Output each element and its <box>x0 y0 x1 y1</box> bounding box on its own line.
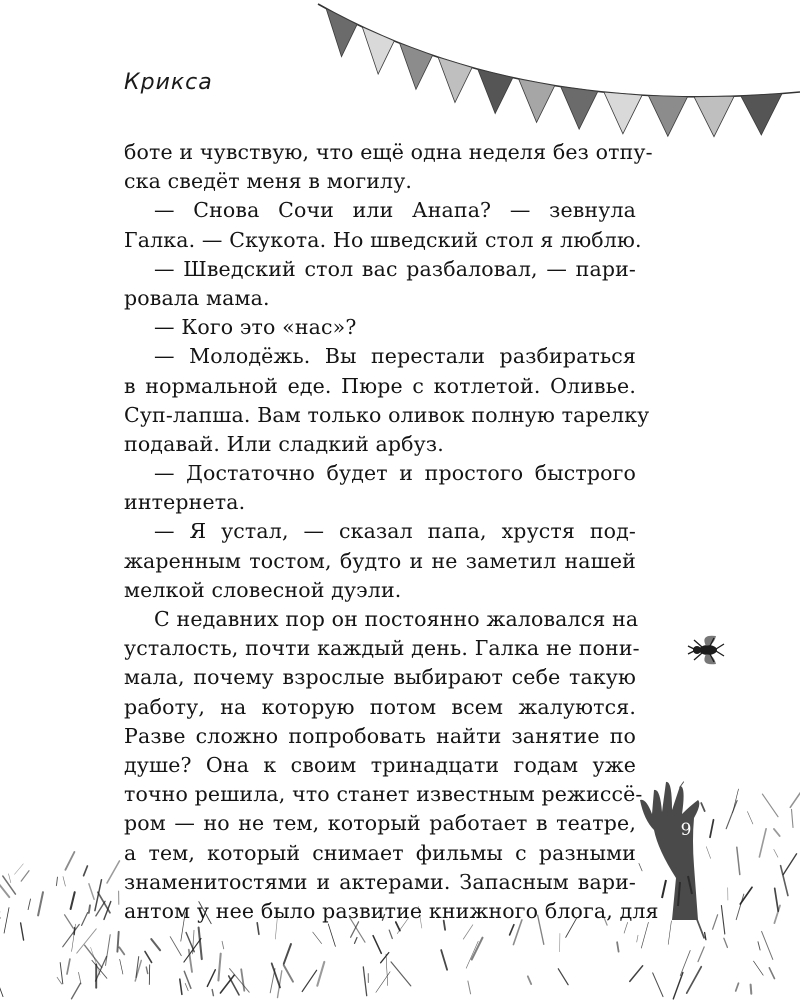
grass-stroke <box>381 953 389 963</box>
bunting-flag <box>326 9 357 57</box>
grass-stroke <box>79 972 82 984</box>
text-line: подавай. Или сладкий арбуз. <box>124 431 444 456</box>
grass-stroke <box>510 925 514 935</box>
grass-stroke <box>513 920 522 945</box>
text-line: — Кого это «нас»? <box>154 315 357 340</box>
grass-stroke <box>222 941 224 949</box>
grass-stroke <box>120 959 123 974</box>
grass-stroke <box>218 954 220 981</box>
grass-stroke <box>397 918 409 934</box>
grass-stroke <box>528 976 531 984</box>
grass-stroke <box>705 933 706 940</box>
grass-stroke <box>463 925 473 939</box>
grass-stroke <box>373 936 381 954</box>
text-line: Галка. — Скукота. Но шведский стол я люблю. <box>124 227 642 252</box>
grass-stroke <box>441 950 447 970</box>
fly-icon <box>686 632 726 668</box>
grass-stroke <box>762 794 778 817</box>
bunting-flag <box>694 96 734 136</box>
running-title: Крикса <box>124 70 213 95</box>
grass-stroke <box>396 922 400 931</box>
grass-stroke <box>38 892 43 915</box>
grass-stroke <box>92 960 107 978</box>
grass-stroke <box>89 884 94 900</box>
grass-stroke <box>21 923 24 940</box>
grass-stroke <box>566 917 577 937</box>
grass-stroke <box>220 975 234 993</box>
grass-stroke <box>653 973 663 997</box>
text-line: интернета. <box>124 490 246 515</box>
grass-stroke <box>468 981 471 994</box>
grass-stroke <box>363 967 366 996</box>
grass-stroke <box>65 915 74 928</box>
grass-stroke <box>284 944 291 964</box>
grass-stroke <box>84 866 88 876</box>
text-line: антом у нее было развитие книжного блога, для <box>124 898 659 923</box>
grass-stroke <box>0 878 9 897</box>
text-line: Разве сложно попробовать найти занятие по <box>124 723 636 748</box>
grass-stroke <box>472 938 483 960</box>
grass-stroke <box>687 967 702 993</box>
grass-stroke <box>736 983 739 991</box>
grass-stroke <box>82 913 88 926</box>
grass-stroke <box>792 809 794 827</box>
grass-stroke <box>783 854 796 875</box>
grass-stroke <box>184 971 191 988</box>
grass-stroke <box>673 973 683 999</box>
grass-stroke <box>0 976 3 997</box>
grass-stroke <box>418 906 422 928</box>
grass-stroke <box>180 979 182 994</box>
text-line: усталость, почти каждый день. Галка не пони- <box>124 636 640 661</box>
text-line: ровала мама. <box>124 285 270 310</box>
grass-stroke <box>317 962 324 986</box>
grass-stroke <box>698 947 704 962</box>
grass-stroke <box>77 929 97 953</box>
grass-stroke <box>617 942 619 951</box>
grass-stroke <box>382 915 384 921</box>
grass-stroke <box>680 951 690 976</box>
grass-stroke <box>696 917 704 938</box>
grass-stroke <box>15 864 24 875</box>
grass-stroke <box>185 983 188 990</box>
grass-stroke <box>313 932 322 944</box>
bunting-flag <box>519 79 555 123</box>
grass-stroke <box>668 921 671 945</box>
text-line: в нормальной еде. Пюре с котлетой. Оливье. <box>124 373 636 398</box>
grass-stroke <box>758 942 760 950</box>
grass-stroke <box>774 829 780 836</box>
bunting-flag <box>561 87 598 130</box>
grass-stroke <box>145 952 152 963</box>
grass-stroke <box>355 938 358 944</box>
grass-stroke <box>107 861 120 883</box>
text-line: мелкой словесной дуэли. <box>124 577 402 602</box>
bunting-flag <box>741 94 782 135</box>
bunting-flag <box>604 92 642 134</box>
text-line: жаренным тостом, будто и не заметил нашей <box>124 548 636 573</box>
grass-stroke <box>181 913 185 942</box>
grass-stroke <box>386 954 388 986</box>
grass-stroke <box>775 888 779 911</box>
text-line: работу, на которую потом всем жалуются. <box>124 694 636 719</box>
grass-stroke <box>67 959 70 974</box>
bunting-flag <box>400 43 433 89</box>
grass-stroke <box>762 931 773 959</box>
grass-stroke <box>63 924 80 946</box>
grass-stroke <box>604 916 608 925</box>
grass-stroke <box>71 892 75 909</box>
grass-stroke <box>376 972 390 993</box>
grass-stroke <box>391 962 411 986</box>
grass-stroke <box>207 970 215 987</box>
grass-stroke <box>63 877 65 887</box>
text-line: С недавних пор он постоянно жаловался на <box>154 607 639 631</box>
grass-stroke <box>65 852 74 870</box>
bunting-flag <box>362 27 394 74</box>
grass-stroke <box>146 967 147 973</box>
grass-stroke <box>751 985 752 994</box>
text-line: — Снова Сочи или Анапа? — зевнула <box>154 198 636 223</box>
grass-stroke <box>444 921 445 930</box>
grass-stroke <box>328 924 335 946</box>
text-line: — Молодёжь. Вы перестали разбираться <box>154 344 636 369</box>
text-line: знаменитостями и актерами. Запасным вари- <box>124 869 636 894</box>
grass-stroke <box>272 963 280 987</box>
grass-stroke <box>759 829 766 857</box>
grass-stroke <box>302 970 316 991</box>
text-line: а тем, который снимает фильмы с разными <box>124 840 636 865</box>
grass-stroke <box>119 947 124 954</box>
grass-stroke <box>630 966 643 982</box>
text-line: ром — но не тем, который работает в театре, <box>124 811 636 836</box>
grass-stroke <box>212 990 213 996</box>
text-line: — Достаточно будет и простого быстрого <box>154 461 636 486</box>
grass-stroke <box>117 932 118 952</box>
grass-stroke <box>724 938 728 947</box>
text-line: — Шведский стол вас разбаловал, — пари- <box>154 256 636 281</box>
text-line: точно решила, что станет известным режиссё- <box>124 782 643 807</box>
grass-stroke <box>230 969 250 993</box>
grass-stroke <box>199 902 211 924</box>
text-line: боте и чувствую, что ещё одна неделя без отпу- <box>124 140 653 164</box>
grass-stroke <box>4 908 9 934</box>
grass-stroke <box>790 793 800 808</box>
grass-stroke <box>151 939 160 950</box>
grass-stroke <box>72 983 81 999</box>
bunting-flags-decoration <box>0 0 800 140</box>
grass-stroke <box>350 917 366 942</box>
zombie-hand-icon <box>636 770 756 920</box>
grass-stroke <box>641 922 648 948</box>
grass-stroke <box>199 928 202 960</box>
grass-stroke <box>170 937 181 956</box>
grass-stroke <box>60 963 63 984</box>
text-line: Суп-лапша. Вам только оливок полную тарелку <box>124 402 650 427</box>
text-line: ска сведёт меня в могилу. <box>124 169 413 194</box>
text-line: — Я устал, — сказал папа, хрустя под- <box>154 519 636 544</box>
grass-stroke <box>89 905 90 913</box>
grass-stroke <box>538 915 544 944</box>
grass-stroke <box>56 877 57 885</box>
grass-stroke <box>85 945 102 967</box>
grass-stroke <box>754 961 764 975</box>
text-line: мала, почему взрослые выбирают себе такую <box>124 665 636 690</box>
text-line: душе? Она к своим тринадцати годам уже <box>124 752 636 777</box>
grass-stroke <box>637 935 638 942</box>
grass-stroke <box>9 874 11 883</box>
grass-stroke <box>106 935 111 966</box>
page-number: 9 <box>680 820 692 840</box>
grass-stroke <box>257 923 259 935</box>
grass-stroke <box>241 969 244 990</box>
bunting-flag <box>648 96 687 137</box>
grass-stroke <box>558 969 568 985</box>
grass-stroke <box>21 871 29 881</box>
grass-stroke <box>769 968 774 979</box>
grass-stroke <box>57 977 62 984</box>
grass-stroke <box>389 930 392 938</box>
grass-stroke <box>275 910 278 939</box>
grass-stroke <box>284 965 293 982</box>
grass-stroke <box>624 922 628 933</box>
grass-stroke <box>466 941 478 968</box>
grass-stroke <box>774 849 778 857</box>
bunting-flag <box>438 57 472 102</box>
grass-stroke <box>28 899 30 910</box>
